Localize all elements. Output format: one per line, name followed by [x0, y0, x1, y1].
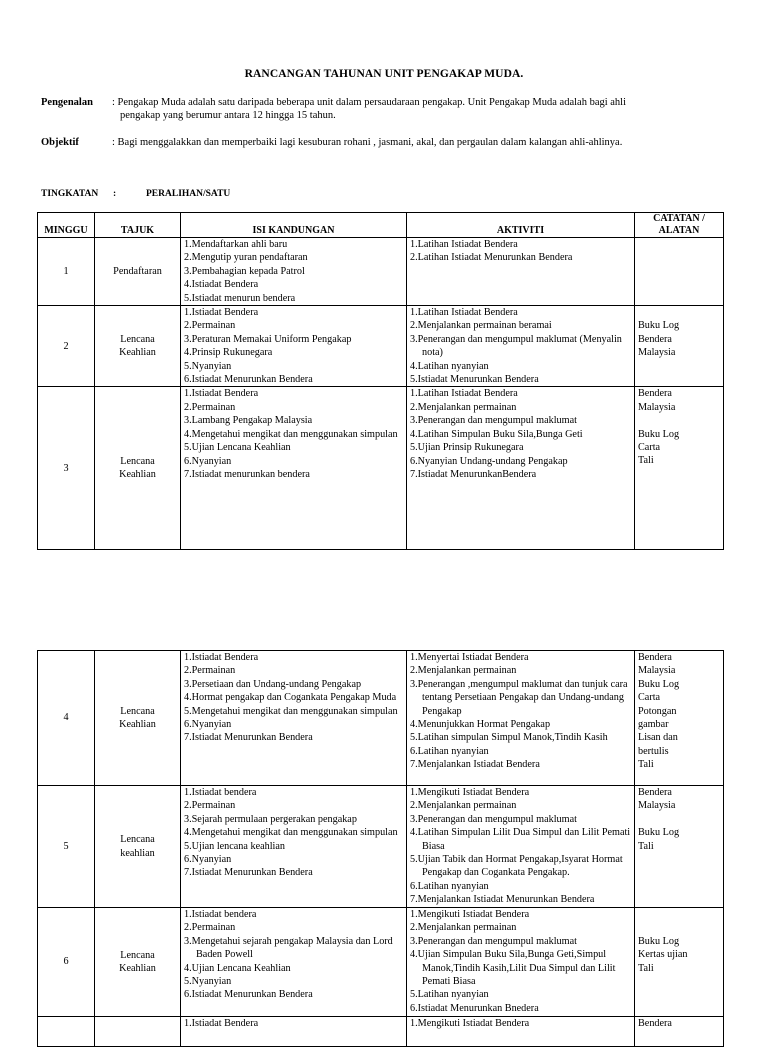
aktiviti-item: 4.Latihan Simpulan Lilit Dua Simpul dan Lilit Pemati Biasa — [410, 827, 631, 852]
cell-aktiviti — [407, 306, 635, 387]
isi-item: 3.Persetiaan dan Undang-undang Pengakap — [184, 678, 362, 690]
aktiviti-item: 4.Menunjukkan Hormat Pengakap — [410, 719, 551, 731]
header-alatan: ALATAN — [658, 225, 700, 236]
catatan-item: Bendera — [638, 1018, 672, 1029]
aktiviti-item: 5.Ujian Prinsip Rukunegara — [410, 442, 524, 454]
cell-catatan — [635, 306, 724, 387]
cell-tajuk — [95, 387, 181, 550]
tingkatan-separator: : — [113, 189, 117, 199]
cell-isi — [181, 238, 407, 306]
tajuk-line: Keahlian — [119, 963, 156, 974]
pengenalan-text-cont: pengakap yang berumur antara 12 hingga 15 tahun. — [120, 110, 336, 121]
tingkatan-value: PERALIHAN/SATU — [146, 189, 231, 199]
catatan-item: Potongan — [638, 705, 677, 717]
catatan-item: Bendera — [638, 333, 672, 345]
catatan-item — [638, 414, 720, 427]
aktiviti-item: 3.Penerangan dan mengumpul maklumat — [410, 415, 577, 427]
isi-item: 4.Hormat pengakap dan Cogankata Pengakap Muda — [184, 692, 397, 704]
isi-item: 6.Nyanyian — [184, 455, 232, 467]
catatan-item: bertulis — [638, 745, 669, 757]
cell-catatan — [635, 651, 724, 786]
aktiviti-item: 2.Menjalankan permainan — [410, 800, 517, 812]
catatan-item: Buku Log — [638, 827, 680, 839]
isi-item: 6.Istiadat Menurunkan Bendera — [184, 989, 313, 1001]
aktiviti-item: 6.Nyanyian Undang-undang Pengakap — [410, 455, 568, 467]
aktiviti-item: 1.Mengikuti Istiadat Bendera — [410, 909, 530, 920]
isi-item: 4.Ujian Lencana Keahlian — [184, 962, 291, 974]
isi-item: 3.Peraturan Memakai Uniform Pengakap — [184, 333, 352, 345]
isi-item: 5.Nyanyian — [184, 976, 232, 988]
tajuk-line: Keahlian — [119, 347, 156, 359]
cell-isi — [181, 306, 407, 387]
cell-tajuk — [95, 1017, 181, 1047]
aktiviti-item: 6.Istiadat Menurunkan Bnedera — [410, 1002, 539, 1014]
aktiviti-item: 7.Menjalankan Istiadat Menurunkan Bendera — [410, 894, 595, 906]
catatan-item: Bendera — [638, 652, 672, 663]
table-row — [38, 786, 724, 908]
catatan-item: Buku Log — [638, 320, 680, 332]
aktiviti-item: 7.Istiadat MenurunkanBendera — [410, 468, 537, 480]
catatan-item — [638, 921, 720, 934]
aktiviti-item: 2.Menjalankan permainan beramai — [410, 320, 552, 332]
cell-tajuk — [95, 908, 181, 1017]
plan-table-1 — [37, 212, 724, 550]
aktiviti-item: 3.Penerangan ,mengumpul maklumat dan tunjuk cara tentang Persetiaan Pengakap dan Undang-undang Pengakap — [410, 678, 628, 717]
objektif-label: Objektif — [41, 137, 79, 148]
page-title: RANCANGAN TAHUNAN UNIT PENGAKAP MUDA. — [244, 68, 524, 80]
catatan-item: Malaysia — [638, 401, 676, 413]
isi-item: 3.Sejarah permulaan pergerakan pengakap — [184, 813, 357, 825]
cell-aktiviti — [407, 387, 635, 550]
catatan-item: Lisan dan — [638, 732, 678, 744]
cell-catatan — [635, 908, 724, 1017]
isi-item: 6.Nyanyian — [184, 854, 232, 866]
isi-item: 5.Ujian lencana keahlian — [184, 840, 285, 852]
isi-item: 4.Mengetahui mengikat dan menggunakan simpulan — [184, 827, 398, 839]
cell-isi — [181, 786, 407, 908]
catatan-item: Tali — [638, 759, 654, 771]
pengenalan-text: : Pengakap Muda adalah satu daripada beberapa unit dalam persaudaraan pengakap. Unit Pengakap Muda adalah bagi ahli — [112, 97, 627, 108]
isi-item: 3.Pembahagian kepada Patrol — [184, 265, 305, 277]
isi-item: 2.Permainan — [184, 800, 236, 812]
isi-item: 2.Permainan — [184, 320, 236, 332]
isi-item: 1.Istiadat Bendera — [184, 388, 259, 400]
isi-item: 2.Permainan — [184, 665, 236, 677]
aktiviti-item: 5.Latihan nyanyian — [410, 989, 489, 1001]
cell-isi — [181, 387, 407, 550]
tajuk-line: keahlian — [120, 847, 155, 859]
aktiviti-item: 7.Menjalankan Istiadat Bendera — [410, 759, 540, 771]
catatan-item: Buku Log — [638, 935, 680, 947]
catatan-item: Carta — [638, 692, 661, 704]
isi-item: 2.Mengutip yuran pendaftaran — [184, 252, 308, 264]
catatan-item: gambar — [638, 719, 669, 731]
cell-catatan — [635, 387, 724, 550]
isi-item: 5.Mengetahui mengikat dan menggunakan simpulan — [184, 705, 398, 717]
aktiviti-item: 6.Latihan nyanyian — [410, 880, 489, 892]
catatan-item: Tali — [638, 962, 654, 974]
cell-minggu: 1 — [38, 238, 95, 306]
isi-item: 2.Permainan — [184, 922, 236, 934]
tingkatan-label: TINGKATAN — [41, 189, 99, 199]
isi-item: 5.Nyanyian — [184, 360, 232, 372]
aktiviti-item: 2.Menjalankan permainan — [410, 922, 517, 934]
catatan-item: Tali — [638, 455, 654, 467]
header-isi-kandungan: ISI KANDUNGAN — [181, 213, 407, 238]
aktiviti-item: 3.Penerangan dan mengumpul maklumat (Menyalin nota) — [410, 333, 622, 359]
objektif-text: : Bagi menggalakkan dan memperbaiki lagi kesuburan rohani , jasmani, akal, dan pergaulan dalam kalangan ahli-ahlinya. — [112, 137, 623, 148]
table-row — [38, 238, 724, 306]
aktiviti-item: 4.Latihan Simpulan Buku Sila,Bunga Geti — [410, 428, 583, 440]
aktiviti-item: 2.Menjalankan permainan — [410, 401, 517, 413]
cell-tajuk — [95, 651, 181, 786]
cell-aktiviti — [407, 238, 635, 306]
isi-item: 4.Mengetahui mengikat dan menggunakan simpulan — [184, 428, 398, 440]
tajuk-line: Keahlian — [119, 469, 156, 481]
header-aktiviti: AKTIVITI — [407, 213, 635, 238]
tajuk-line: Pendaftaran — [113, 265, 162, 277]
header-catatan: CATATAN / — [653, 213, 705, 224]
pengenalan-label: Pengenalan — [41, 97, 93, 108]
isi-item: 1.Istiadat bendera — [184, 909, 257, 920]
aktiviti-item: 3.Penerangan dan mengumpul maklumat — [410, 935, 577, 947]
table-row — [38, 306, 724, 387]
cell-catatan — [635, 1017, 724, 1047]
cell-aktiviti — [407, 1017, 635, 1047]
cell-catatan — [635, 786, 724, 908]
aktiviti-item: 1.Mengikuti Istiadat Bendera — [410, 787, 530, 798]
aktiviti-item: 5.Latihan simpulan Simpul Manok,Tindih Kasih — [410, 732, 608, 744]
aktiviti-item: 2.Menjalankan permainan — [410, 665, 517, 677]
isi-item: 3.Mengetahui sejarah pengakap Malaysia dan Lord Baden Powell — [184, 935, 393, 961]
cell-isi — [181, 1017, 407, 1047]
tajuk-line: Lencana — [120, 949, 155, 961]
cell-catatan — [635, 238, 724, 306]
catatan-item: Malaysia — [638, 665, 676, 677]
tajuk-line: Lencana — [120, 456, 155, 468]
catatan-item: Carta — [638, 442, 661, 454]
catatan-item: Tali — [638, 840, 654, 852]
aktiviti-item: 2.Latihan Istiadat Menurunkan Bendera — [410, 252, 573, 264]
aktiviti-item: 1.Latihan Istiadat Bendera — [410, 388, 518, 400]
catatan-item: Bendera — [638, 787, 672, 798]
catatan-item: Kertas ujian — [638, 949, 688, 961]
isi-item: 5.Istiadat menurun bendera — [184, 292, 296, 304]
header-tajuk: TAJUK — [95, 213, 181, 238]
catatan-item — [638, 813, 720, 826]
header-minggu: MINGGU — [38, 213, 95, 238]
isi-item: 1.Istiadat Bendera — [184, 652, 259, 663]
catatan-item: Malaysia — [638, 347, 676, 359]
aktiviti-item: 3.Penerangan dan mengumpul maklumat — [410, 813, 577, 825]
isi-item: 1.Istiadat bendera — [184, 787, 257, 798]
catatan-item — [638, 306, 720, 319]
tajuk-line: Keahlian — [119, 719, 156, 730]
isi-item: 4.Istiadat Bendera — [184, 279, 259, 291]
header-catatan-alatan — [635, 213, 724, 238]
catatan-item — [638, 908, 720, 921]
isi-item: 1.Istiadat Bendera — [184, 1018, 259, 1029]
cell-minggu — [38, 1017, 95, 1047]
cell-tajuk — [95, 238, 181, 306]
aktiviti-item: 5.Ujian Tabik dan Hormat Pengakap,Isyarat Hormat Pengakap dan Cogankata Pengakap. — [410, 854, 623, 879]
tajuk-line: Lencana — [120, 333, 155, 345]
isi-item: 1.Istiadat Bendera — [184, 307, 259, 319]
aktiviti-item: 4.Latihan nyanyian — [410, 360, 489, 372]
isi-item: 1.Mendaftarkan ahli baru — [184, 239, 288, 250]
aktiviti-item: 1.Mengikuti Istiadat Bendera — [410, 1018, 530, 1029]
aktiviti-item: 6.Latihan nyanyian — [410, 745, 489, 757]
isi-item: 6.Istiadat Menurunkan Bendera — [184, 374, 313, 386]
plan-table-2 — [37, 650, 724, 1047]
tajuk-line: Lencana — [120, 834, 155, 846]
table-row — [38, 1017, 724, 1047]
isi-item: 4.Prinsip Rukunegara — [184, 347, 273, 359]
cell-minggu: 4 — [38, 651, 95, 786]
catatan-item: Malaysia — [638, 800, 676, 812]
tajuk-line: Lencana — [120, 705, 155, 717]
cell-isi — [181, 651, 407, 786]
isi-item: 2.Permainan — [184, 401, 236, 413]
cell-tajuk — [95, 786, 181, 908]
catatan-item: Buku Log — [638, 428, 680, 440]
isi-item: 7.Istiadat menurunkan bendera — [184, 468, 310, 480]
table-row — [38, 908, 724, 1017]
isi-item: 3.Lambang Pengakap Malaysia — [184, 415, 313, 427]
table-row — [38, 387, 724, 550]
isi-item: 7.Istiadat Menurunkan Bendera — [184, 732, 313, 744]
aktiviti-item: 4.Ujian Simpulan Buku Sila,Bunga Geti,Simpul Manok,Tindih Kasih,Lilit Dua Simpul dan Lilit Pemati Biasa — [410, 949, 616, 988]
catatan-item: Buku Log — [638, 678, 680, 690]
catatan-item: Bendera — [638, 388, 672, 400]
table-header-row — [38, 213, 724, 238]
cell-minggu: 6 — [38, 908, 95, 1017]
cell-aktiviti — [407, 786, 635, 908]
cell-tajuk — [95, 306, 181, 387]
aktiviti-item: 1.Latihan Istiadat Bendera — [410, 307, 518, 319]
isi-item: 6.Nyanyian — [184, 719, 232, 731]
cell-isi — [181, 908, 407, 1017]
cell-aktiviti — [407, 908, 635, 1017]
cell-minggu: 2 — [38, 306, 95, 387]
isi-item: 7.Istiadat Menurunkan Bendera — [184, 867, 313, 879]
aktiviti-item: 5.Istiadat Menurunkan Bendera — [410, 374, 539, 386]
cell-minggu: 3 — [38, 387, 95, 550]
aktiviti-item: 1.Menyertai Istiadat Bendera — [410, 652, 529, 663]
isi-item: 5.Ujian Lencana Keahlian — [184, 442, 291, 454]
cell-minggu: 5 — [38, 786, 95, 908]
table-row — [38, 651, 724, 786]
aktiviti-item: 1.Latihan Istiadat Bendera — [410, 239, 518, 250]
cell-aktiviti — [407, 651, 635, 786]
